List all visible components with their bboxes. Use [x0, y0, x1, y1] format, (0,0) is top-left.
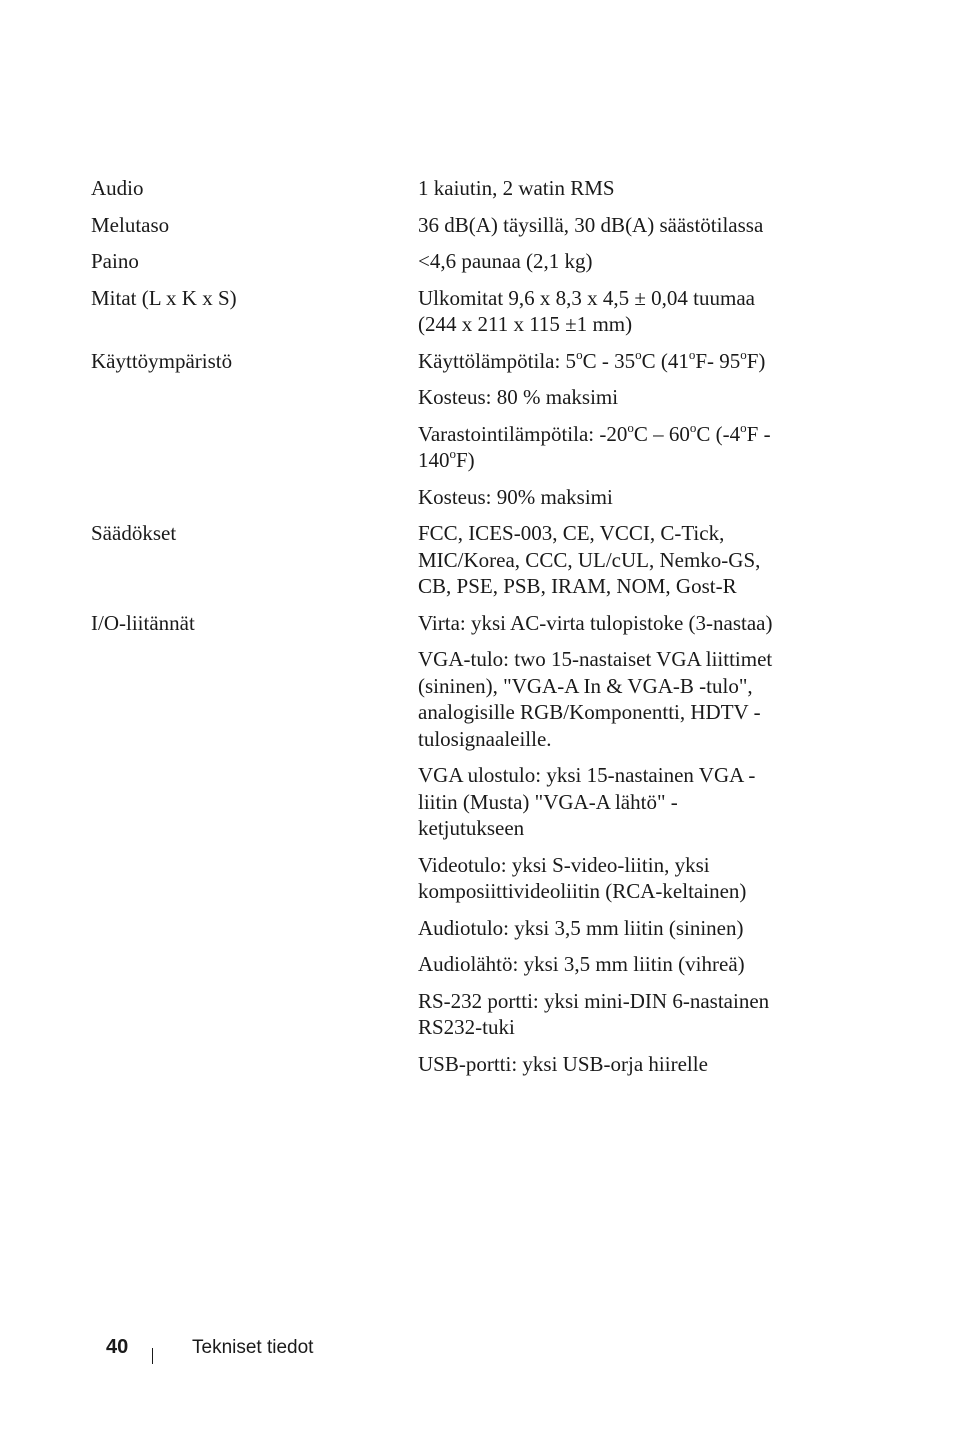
spec-value: 36 dB(A) täysillä, 30 dB(A) säästötilassa [418, 212, 764, 237]
spec-row-io-liitannat [91, 610, 791, 1078]
spec-row-saadokset [91, 520, 791, 600]
spec-label: Paino [91, 249, 139, 273]
spec-row-paino [91, 248, 791, 275]
page-footer [106, 1336, 606, 1366]
spec-value: FCC, ICES-003, CE, VCCI, C-Tick, MIC/Korea, CCC, UL/cUL, Nemko-GS, CB, PSE, PSB, IRAM, NOM, Gost-R [418, 521, 761, 598]
spec-label: I/O-liitännät [91, 610, 195, 635]
spec-label: Säädökset [91, 521, 177, 545]
spec-value: <4,6 paunaa (2,1 kg) [418, 249, 593, 273]
spec-row-audio [91, 175, 791, 202]
spec-value: Käyttölämpötila: 5$^o$C - 35$^o$C (41$^o$F- 95$^o$F) [418, 346, 766, 373]
section-title: Tekniset tiedot [192, 1337, 314, 1358]
page-number: 40 [106, 1336, 129, 1358]
spec-label: Audio [91, 176, 144, 200]
spec-table [91, 175, 791, 1087]
spec-row-mitat [91, 285, 791, 338]
spec-value: Kosteus: 90% maksimi [418, 484, 613, 509]
spec-value: VGA ulostulo: yksi 15-nastainen VGA -liitin (Musta) "VGA-A lähtö" -ketjutukseen [418, 763, 756, 840]
spec-value: Videotulo: yksi S-video-liitin, yksi komposiittivideoliitin (RCA-keltainen) [418, 852, 747, 903]
spec-value: Audiolähtö: yksi 3,5 mm liitin (vihreä) [418, 952, 745, 976]
spec-label: Melutaso [91, 212, 170, 237]
spec-value: Varastointilämpötila: -20$^o$C – 60$^o$C (-4$^o$F - 140$^o$F) [418, 419, 771, 472]
spec-value: 1 kaiutin, 2 watin RMS [418, 176, 615, 200]
spec-label: Käyttöympäristö [91, 348, 233, 373]
spec-row-kayttoymparisto [91, 348, 791, 511]
spec-value: Audiotulo: yksi 3,5 mm liitin (sininen) [418, 915, 744, 940]
footer-divider [152, 1348, 153, 1364]
spec-label: Mitat (L x K x S) [91, 285, 237, 310]
spec-value: Virta: yksi AC-virta tulopistoke (3-nastaa) [418, 610, 773, 635]
spec-value: USB-portti: yksi USB-orja hiirelle [418, 1051, 708, 1076]
spec-value: Ulkomitat 9,6 x 8,3 x 4,5 ± 0,04 tuumaa (244 x 211 x 115 ±1 mm) [418, 285, 755, 336]
spec-value: VGA-tulo: two 15-nastaiset VGA liittimet (sininen), "VGA-A In & VGA-B -tulo", analogisille RGB/Komponentti, HDTV -tulosignaaleille. [418, 647, 773, 751]
spec-value: RS-232 portti: yksi mini-DIN 6-nastainen RS232-tuki [418, 988, 770, 1039]
spec-value: Kosteus: 80 % maksimi [418, 385, 619, 409]
spec-row-melutaso [91, 212, 791, 239]
